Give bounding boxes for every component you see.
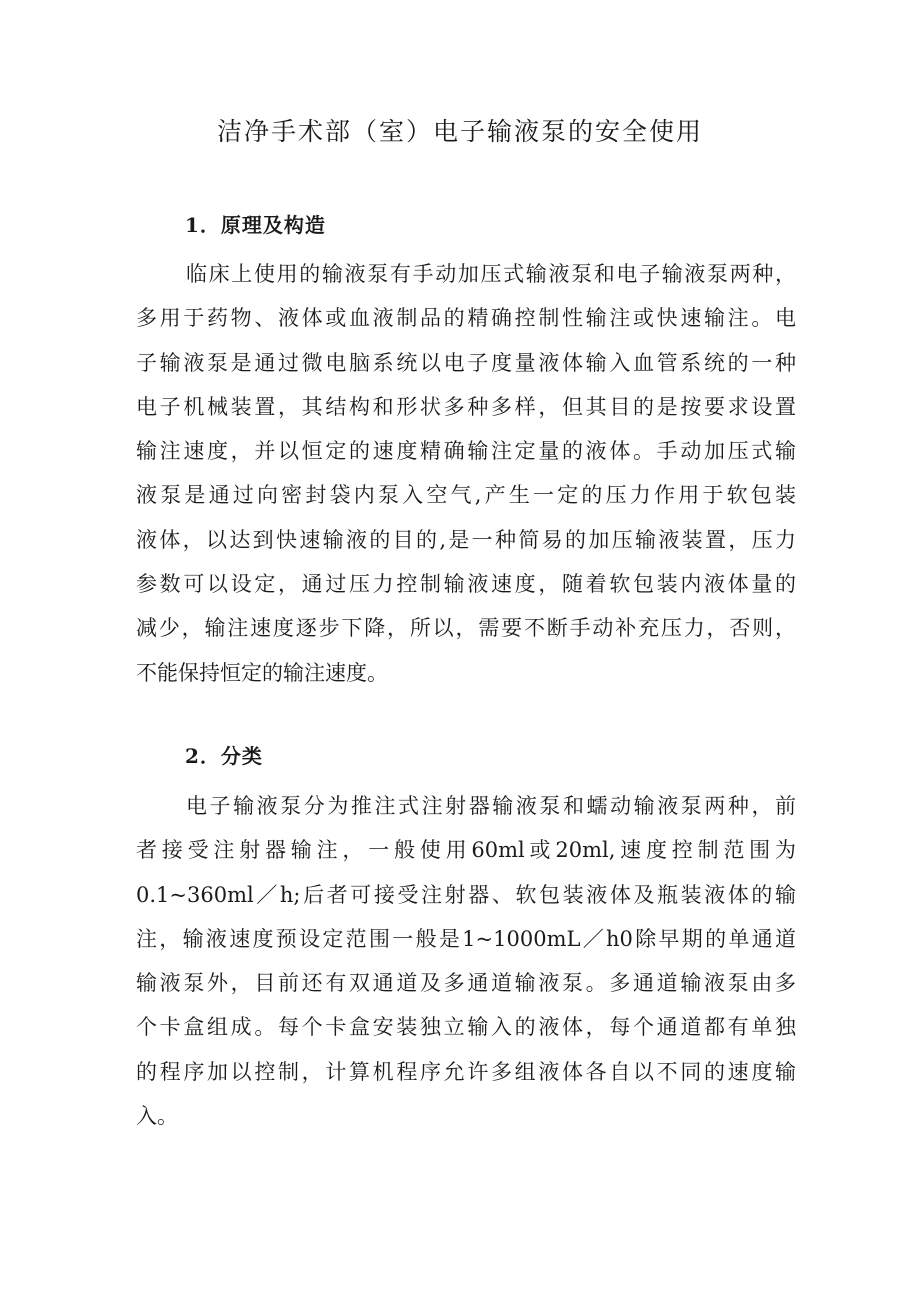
section-heading-principle: 1．原理及构造 xyxy=(185,213,326,237)
paragraph-line: 多用于药物、液体或血液制品的精确控制性输注或快速输注。电 xyxy=(136,306,796,331)
paragraph-line: 临床上使用的输液泵有手动加压式输液泵和电子输液泵两种， xyxy=(186,262,796,286)
paragraph-line: 液体，以达到快速输液的目的,是一种简易的加压输液装置，压力 xyxy=(136,527,796,552)
section-heading-classification: 2．分类 xyxy=(185,744,263,768)
paragraph-line: 的程序加以控制，计算机程序允许多组液体各自以不同的速度输 xyxy=(136,1059,796,1084)
paragraph-line: 个卡盒组成。每个卡盒安装独立输入的液体，每个通道都有单独 xyxy=(136,1015,796,1040)
section-paragraph-principle xyxy=(136,252,796,695)
paragraph-line: 0.1~360ml／h;后者可接受注射器、软包装液体及瓶装液体的输 xyxy=(136,882,796,907)
paragraph-line: 注，输液速度预设定范围一般是1~1000mL／h0除早期的单通道 xyxy=(136,926,796,951)
section-paragraph-classification xyxy=(136,784,796,1138)
paragraph-line: 液泵是通过向密封袋内泵入空气,产生一定的压力作用于软包装 xyxy=(136,483,796,508)
paragraph-line: 者接受注射器输注，一般使用60ml或20ml,速度控制范围为 xyxy=(136,838,796,863)
paragraph-line: 输液泵外，目前还有双通道及多通道输液泵。多通道输液泵由多 xyxy=(136,971,796,996)
paragraph-line: 不能保持恒定的输注速度。 xyxy=(136,660,388,685)
paragraph-line: 子输液泵是通过微电脑系统以电子度量液体输入血管系统的一种 xyxy=(136,350,796,375)
paragraph-line: 电子机械装置，其结构和形状多种多样，但其目的是按要求设置 xyxy=(136,394,796,419)
paragraph-line: 减少，输注速度逐步下降，所以，需要不断手动补充压力，否则， xyxy=(136,616,796,641)
paragraph-line: 电子输液泵分为推注式注射器输液泵和蠕动输液泵两种，前 xyxy=(186,794,796,818)
document-title: 洁净手术部（室）电子输液泵的安全使用 xyxy=(216,117,703,146)
paragraph-line: 入。 xyxy=(136,1104,178,1129)
paragraph-line: 参数可以设定，通过压力控制输液速度，随着软包装内液体量的 xyxy=(136,572,796,597)
paragraph-line: 输注速度，并以恒定的速度精确输注定量的液体。手动加压式输 xyxy=(136,439,796,464)
